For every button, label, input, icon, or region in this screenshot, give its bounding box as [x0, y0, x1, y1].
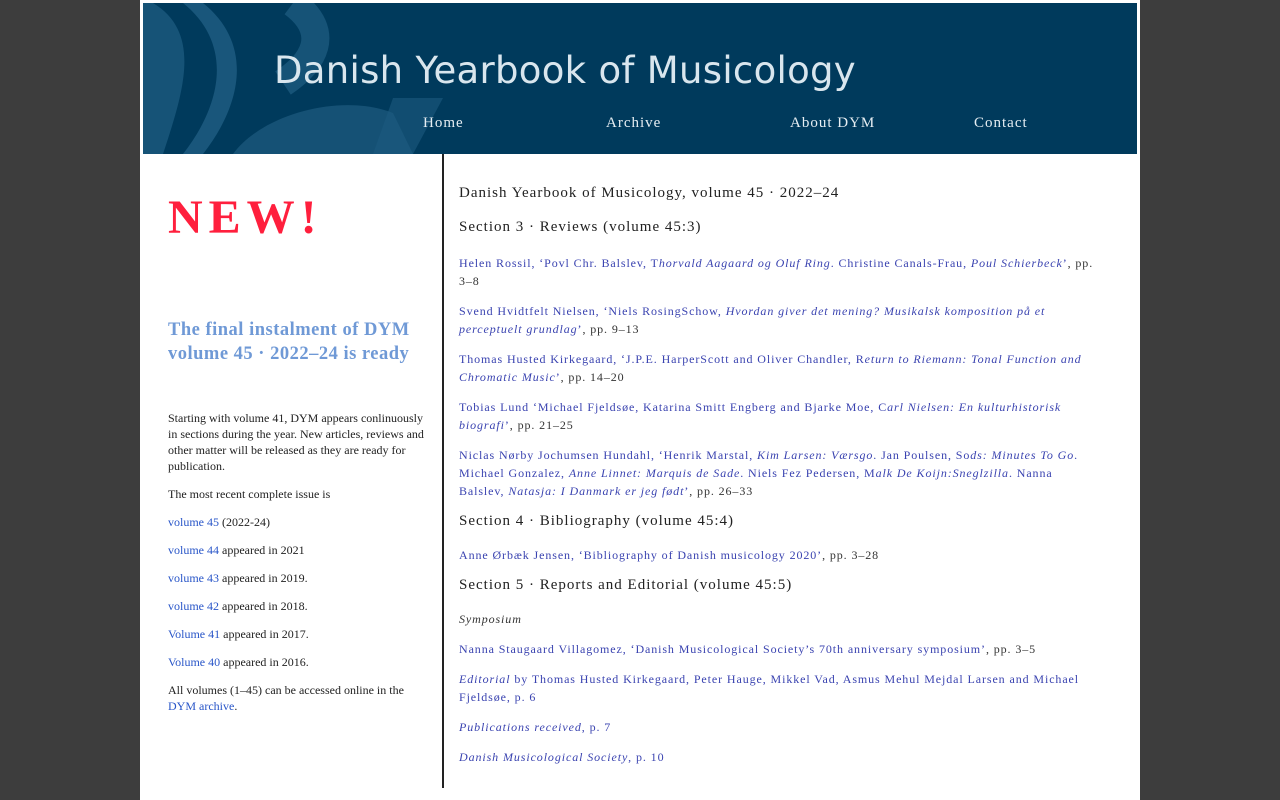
review-entry[interactable]: Helen Rossil, ‘Povl Chr. Balslev, Thorvald Aagaard og Oluf Ring. Christine Canals-Frau, Poul Schierbeck’, pp. 3–8 — [459, 256, 1094, 288]
report-entry[interactable]: Nanna Staugaard Villagomez, ‘Danish Musicological Society’s 70th anniversary symposium’, pp. 3–5 — [459, 642, 1037, 656]
review-entry[interactable]: Thomas Husted Kirkegaard, ‘J.P.E. HarperScott and Oliver Chandler, Return to Riemann: Tonal Function and Chromatic Music’, pp. 14–20 — [459, 352, 1082, 384]
site-title: Danish Yearbook of Musicology — [274, 49, 857, 92]
sidebar-headline: The final instalment of DYM volume 45 · 2022–24 is ready — [168, 320, 410, 364]
nav-archive[interactable]: Archive — [606, 115, 662, 131]
publications-entry[interactable]: Publications received, p. 7 — [459, 720, 612, 734]
nav-about[interactable]: About DYM — [790, 115, 876, 131]
volume-link[interactable]: volume 44 — [168, 543, 219, 557]
volume-item: volume 44 appeared in 2021 — [168, 543, 305, 557]
volume-link[interactable]: volume 42 — [168, 599, 219, 613]
recent-issue-label: The most recent complete issue is — [168, 487, 331, 501]
volume-item: Volume 41 appeared in 2017. — [168, 627, 309, 641]
volume-link[interactable]: Volume 40 — [168, 655, 221, 669]
sidebar — [168, 190, 428, 713]
section-5-heading: Section 5 · Reports and Editorial (volume 45:5) — [459, 577, 793, 593]
volume-item: Volume 40 appeared in 2016. — [168, 655, 309, 669]
nav-contact[interactable]: Contact — [974, 115, 1028, 131]
symposium-label: Symposium — [459, 612, 522, 626]
page — [140, 0, 1140, 800]
sidebar-intro: Starting with volume 41, DYM appears conlinuously in sections during the year. New articles, reviews and other matter will be released as they are ready for publication. — [168, 411, 424, 473]
site-header — [143, 3, 1137, 154]
section-4-heading: Section 4 · Bibliography (volume 45:4) — [459, 513, 735, 529]
editorial-entry[interactable]: Editorial by Thomas Husted Kirkegaard, Peter Hauge, Mikkel Vad, Asmus Mehul Mejdal Larsen and Michael Fjeldsøe, p. 6 — [459, 672, 1080, 704]
society-entry[interactable]: Danish Musicological Society, p. 10 — [459, 750, 665, 764]
volume-item: volume 43 appeared in 2019. — [168, 571, 308, 585]
volume-item: volume 42 appeared in 2018. — [168, 599, 308, 613]
volume-title: Danish Yearbook of Musicology, volume 45 · 2022–24 — [459, 185, 840, 201]
bibliography-entry[interactable]: Anne Ørbæk Jensen, ‘Bibliography of Danish musicology 2020’, pp. 3–28 — [459, 548, 880, 562]
volume-link[interactable]: volume 43 — [168, 571, 219, 585]
review-entry[interactable]: Niclas Nørby Jochumsen Hundahl, ‘Henrik Marstal, Kim Larsen: Værsgo. Jan Poulsen, Sods: Minutes To Go. Michael Gonzalez, Anne Linnet: Marquis de Sade. Niels Fez Pedersen, Malk De Koijn:Sneglzilla. Nanna Balslev, Natasja: I Danmark er jeg født’, pp. 26–33 — [459, 448, 1079, 498]
volume-item: volume 45 (2022-24) — [168, 515, 270, 529]
review-entry[interactable]: Svend Hvidtfelt Nielsen, ‘Niels RosingSchow, Hvordan giver det mening? Musikalsk komposition på et perceptuelt grundlag’, pp. 9–13 — [459, 304, 1046, 336]
volume-link[interactable]: volume 45 — [168, 515, 219, 529]
archive-link[interactable]: DYM archive — [168, 699, 235, 713]
review-entry[interactable]: Tobias Lund ‘Michael Fjeldsøe, Katarina Smitt Engberg and Bjarke Moe, Carl Nielsen: En kulturhistorisk biografi’, pp. 21–25 — [459, 400, 1062, 432]
archive-note: All volumes (1–45) can be accessed online in the DYM archive. — [168, 683, 404, 713]
new-badge: NEW! — [168, 191, 323, 244]
section-3-heading: Section 3 · Reviews (volume 45:3) — [459, 219, 702, 235]
column-divider — [442, 154, 444, 788]
nav-home[interactable]: Home — [423, 115, 464, 131]
volume-link[interactable]: Volume 41 — [168, 627, 221, 641]
